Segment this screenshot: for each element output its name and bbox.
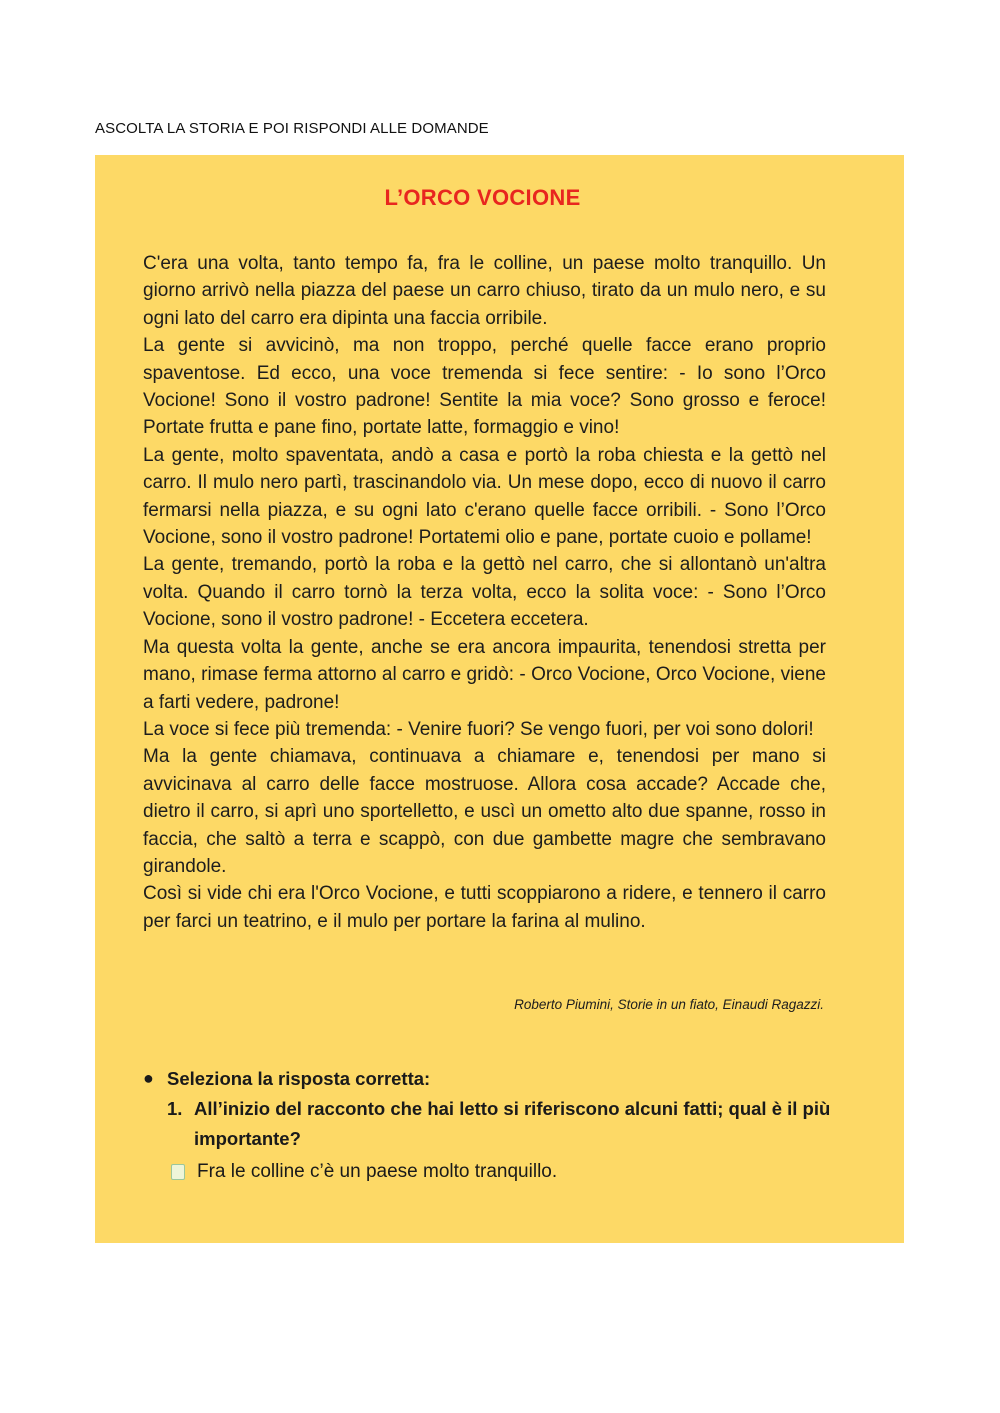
story-citation: Roberto Piumini, Storie in un fiato, Einaudi Ragazzi.: [514, 997, 824, 1012]
story-title: L’ORCO VOCIONE: [384, 185, 581, 210]
bullet-icon: ●: [143, 1068, 154, 1088]
quiz-heading: Seleziona la risposta corretta:: [167, 1068, 431, 1089]
story-paragraph: Così si vide chi era l'Orco Vocione, e tutti scoppiarono a ridere, e tennero il carro per farci un teatrino, e il mulo per portare la farina al mulino.: [143, 883, 826, 932]
quiz-heading-row: [143, 1065, 833, 1092]
answer-option-1[interactable]: [171, 1158, 833, 1185]
story-paragraph: La voce si fece più tremenda: - Venire fuori? Se vengo fuori, per voi sono dolori!: [143, 718, 814, 740]
question-1: [167, 1094, 833, 1154]
story-panel: [95, 155, 904, 1243]
story-paragraph: Ma la gente chiamava, continuava a chiamare e, tenendosi per mano si avvicinava al carro delle facce mostruose. Allora cosa accade? Accade che, dietro il carro, si aprì uno sportelletto, e uscì un ometto alto due spanne, rosso in faccia, che saltò a terra e scappò, con due gambette magre che sembravano girandole.: [143, 746, 826, 877]
quiz-section: [143, 1065, 833, 1185]
option-label[interactable]: Fra le colline c’è un paese molto tranquillo.: [197, 1161, 558, 1182]
option-checkbox[interactable]: [171, 1164, 185, 1180]
question-number: 1.: [167, 1098, 183, 1119]
instruction-text: ASCOLTA LA STORIA E POI RISPONDI ALLE DOMANDE: [95, 120, 489, 137]
story-paragraph: C'era una volta, tanto tempo fa, fra le colline, un paese molto tranquillo. Un giorno arrivò nella piazza del paese un carro chiuso, tirato da un mulo nero, e su ogni lato del carro era dipinta una faccia orribile.: [143, 253, 826, 329]
story-paragraph: La gente, molto spaventata, andò a casa e portò la roba chiesta e la gettò nel carro. Il mulo nero partì, trascinandolo via. Un mese dopo, ecco di nuovo il carro fermarsi nella piazza, e su ogni lato c'erano quelle facce orribili. - Sono l’Orco Vocione, sono il vostro padrone! Portatemi olio e pane, portate cuoio e pollame!: [143, 444, 826, 549]
story-paragraph: La gente si avvicinò, ma non troppo, perché quelle facce erano proprio spaventose. Ed ecco, una voce tremenda si fece sentire: - Io sono l’Orco Vocione! Sono il vostro padrone! Sentite la mia voce? Sono grosso e feroce! Portate frutta e pane fino, portate latte, formaggio e vino!: [143, 335, 826, 439]
question-text: All’inizio del racconto che hai letto si riferiscono alcuni fatti; qual è il più importante?: [194, 1098, 831, 1149]
story-paragraph: La gente, tremando, portò la roba e la gettò nel carro, che si allontanò un'altra volta. Quando il carro tornò la terza volta, ecco la solita voce: - Sono l’Orco Vocione, sono il vostro padrone! - Eccetera eccetera.: [143, 554, 826, 631]
story-paragraph: Ma questa volta la gente, anche se era ancora impaurita, tenendosi stretta per mano, rimase ferma attorno al carro e gridò: - Orco Vocione, Orco Vocione, viene a farti vedere, padrone!: [143, 636, 826, 713]
story-body: [143, 250, 826, 935]
